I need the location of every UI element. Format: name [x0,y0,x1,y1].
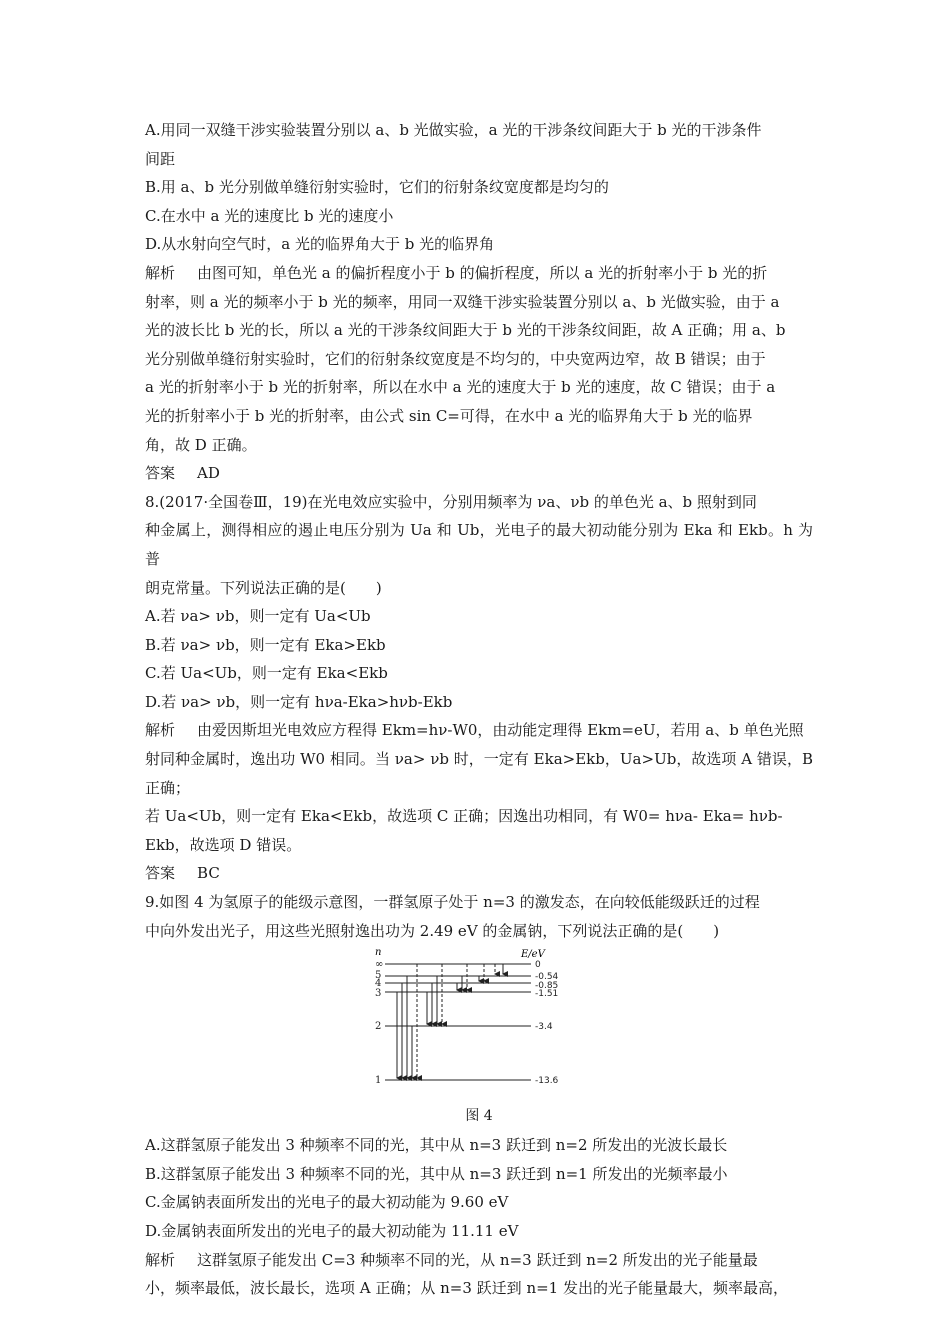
q7-option-b: B.用 a、b 光分别做单缝衍射实验时，它们的衍射条纹宽度都是均匀的 [145,178,609,197]
level-e-1: -13.6 [535,1076,559,1087]
q8-stem-line3: 朗克常量。下列说法正确的是( ) [145,578,382,597]
level-e-2: -3.4 [535,1022,553,1033]
level-n-inf: ∞ [375,959,384,971]
q8-option-c: C.若 Ua<Ub，则一定有 Eka<Ekb [145,664,388,683]
level-n-5: 5 [375,970,382,982]
level-n-1: 1 [375,1075,382,1087]
q8-stem-line2: 种金属上，测得相应的遏止电压分别为 Ua 和 Ub，光电子的最大初动能分别为 Eka 和 Ekb。h 为普 [145,521,813,568]
level-n-3: 3 [375,988,382,1000]
q7-analysis-line4: 光分别做单缝衍射实验时，它们的衍射条纹宽度是不均匀的，中央宽两边窄，故 B 错误；由于 [145,349,766,368]
q8-analysis-line1: 解析 由爱因斯坦光电效应方程得 Ekm=hν-W0，由动能定理得 Ekm=eU，若用 a、b 单色光照 [145,721,804,740]
answer-label: 答案 [145,864,176,883]
answer-value: AD [197,464,220,483]
level-n-4: 4 [375,978,382,990]
energy-level-diagram [371,947,581,1099]
q9-option-a: A.这群氢原子能发出 3 种频率不同的光，其中从 n=3 跃迁到 n=2 所发出的光波长最长 [145,1136,728,1155]
q8-option-d: D.若 νa> νb，则一定有 hνa-Eka>hνb-Ekb [145,692,453,711]
q7-option-d: D.从水射向空气时，a 光的临界角大于 b 光的临界角 [145,235,495,254]
q7-answer [145,459,813,488]
q7-option-a-line1: A.用同一双缝干涉实验装置分别以 a、b 光做实验，a 光的干涉条纹间距大于 b 光的干涉条件 [145,121,762,139]
q8-answer [145,859,813,888]
q7-analysis-line1: 解析 由图可知，单色光 a 的偏折程度小于 b 的偏折程度，所以 a 光的折射率小于 b 光的折 [145,263,768,282]
q9-option-b: B.这群氢原子能发出 3 种频率不同的光，其中从 n=3 跃迁到 n=1 所发出的光频率最小 [145,1164,728,1183]
e-axis-label: E/eV [521,949,545,961]
q9-analysis-line1: 解析 这群氢原子能发出 C=3 种频率不同的光，从 n=3 跃迁到 n=2 所发出的光子能量最 [145,1250,758,1269]
transitions-to-4 [479,964,484,981]
q8-stem-line1: 8.(2017·全国卷Ⅲ，19)在光电效应实验中，分别用频率为 νa、νb 的单色光 a、b 照射到同 [145,492,757,511]
q8-analysis-line4: Ekb，故选项 D 错误。 [145,835,302,854]
q7-option-a-line2: 间距 [145,149,176,168]
q9-option-d: D.金属钠表面所发出的光电子的最大初动能为 11.11 eV [145,1222,519,1240]
figure-caption: 图 4 [465,1108,493,1125]
q8-option-b: B.若 νa> νb，则一定有 Eka>Ekb [145,635,386,654]
q9-stem-line1: 9.如图 4 为氢原子的能级示意图，一群氢原子处于 n=3 的激发态，在向较低能级跃迁的过程 [145,893,760,912]
transitions-to-2 [427,964,442,1024]
document-page [145,116,813,1303]
transitions-to-3 [457,964,467,990]
analysis-label: 解析 [145,263,176,282]
level-e-3: -1.51 [535,989,559,1000]
q7-analysis-line7: 角，故 D 正确。 [145,435,257,454]
analysis-label: 解析 [145,1250,176,1269]
analysis-label: 解析 [145,721,176,740]
q7-analysis-line3: 光的波长比 b 光的长，所以 a 光的干涉条纹间距大于 b 光的干涉条纹间距，故 A 正确；用 a、b [145,321,786,340]
q9-analysis-line2: 小，频率最低，波长最长，选项 A 正确；从 n=3 跃迁到 n=1 发出的光子能量最大，频率最高， [145,1279,788,1298]
q9-stem-line2: 中向外发出光子，用这些光照射逸出功为 2.49 eV 的金属钠，下列说法正确的是( ) [145,921,720,940]
level-n-2: 2 [375,1021,382,1033]
answer-label: 答案 [145,464,176,483]
energy-level-figure [145,947,813,1105]
q7-analysis-line2: 射率，则 a 光的频率小于 b 光的频率，用同一双缝干涉实验装置分别以 a、b 光做实验，由于 a [145,292,780,311]
transitions-to-5 [495,964,503,974]
q8-analysis-line2: 射同种金属时，逸出功 W0 相同。当 νa> νb 时，一定有 Eka>Ekb，Ua>Ub，故选项 A 错误，B 正确； [145,750,813,797]
q8-option-a: A.若 νa> νb，则一定有 Ua<Ub [145,607,371,626]
transitions-to-1 [397,964,417,1078]
level-e-5: -0.54 [535,972,559,983]
q8-analysis-line3: 若 Ua<Ub，则一定有 Eka<Ekb，故选项 C 正确；因逸出功相同，有 W0= hνa- Eka= hνb- [145,807,783,826]
q7-analysis-line6: 光的折射率小于 b 光的折射率，由公式 sin C=可得，在水中 a 光的临界角大于 b 光的临界 [145,406,753,425]
answer-value: BC [197,864,220,883]
q9-option-c: C.金属钠表面所发出的光电子的最大初动能为 9.60 eV [145,1193,509,1212]
level-e-4: -0.85 [535,981,559,992]
n-axis-label: n [375,947,382,959]
q7-analysis-line5: a 光的折射率小于 b 光的折射率，所以在水中 a 光的速度大于 b 光的速度，故 C 错误；由于 a [145,378,776,397]
level-e-inf: 0 [535,960,541,971]
q7-option-c: C.在水中 a 光的速度比 b 光的速度小 [145,206,394,225]
